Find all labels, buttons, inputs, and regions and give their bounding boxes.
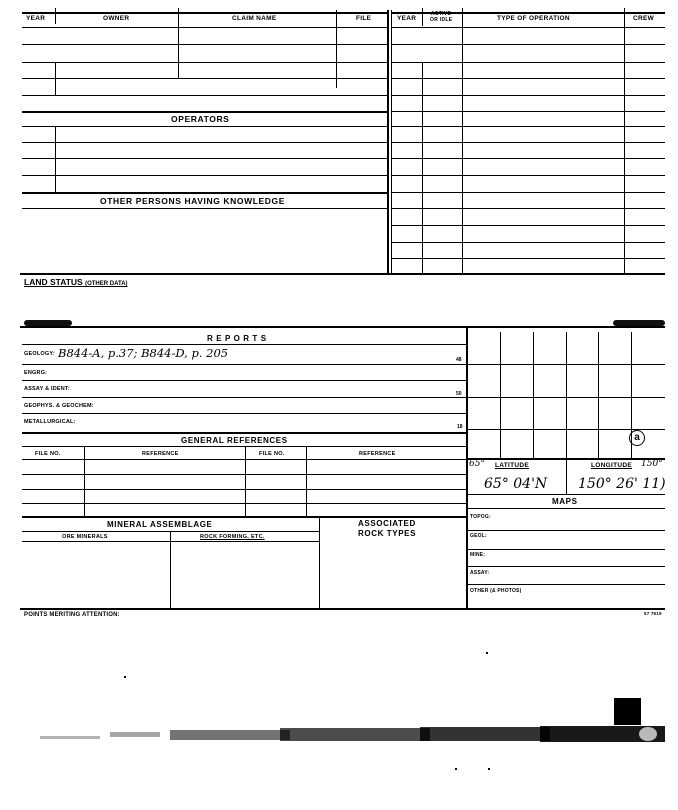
maps-row-rule <box>466 566 665 567</box>
operators-col-divider <box>55 126 56 192</box>
associated-title: ASSOCIATED <box>358 519 416 528</box>
activity-row-rule <box>391 126 665 127</box>
rock-types-title: ROCK TYPES <box>358 529 417 538</box>
reference-col-divider <box>84 446 85 516</box>
operators-row-rule <box>22 142 387 143</box>
reports-header-rule <box>22 344 466 345</box>
associated-col-divider <box>319 516 320 608</box>
activity-year-header: YEAR <box>397 15 417 22</box>
activity-year-divider <box>422 8 423 26</box>
reference-header-2: REFERENCE <box>359 451 396 457</box>
land-status-heading <box>24 277 128 287</box>
top-table-top-rule <box>22 12 387 14</box>
reports-row-rule <box>22 380 466 381</box>
operators-row-rule <box>22 175 387 176</box>
circled-mark: a <box>629 430 645 446</box>
activity-idle-header: OR IDLE <box>430 17 453 23</box>
footer-rule <box>20 608 665 610</box>
reports-title: R E P O R T S <box>207 334 267 343</box>
reference-row-rule <box>22 503 466 504</box>
knowledge-rule <box>22 192 387 194</box>
maps-title: MAPS <box>552 497 578 506</box>
knowledge-title: OTHER PERSONS HAVING KNOWLEDGE <box>100 196 286 206</box>
mineral-subheader-rule <box>22 541 319 542</box>
activity-active-header: ACTIVE <box>431 11 452 17</box>
speck <box>488 768 490 770</box>
activity-row-rule <box>391 95 665 96</box>
activity-row-rule <box>391 142 665 143</box>
activity-row-rule <box>391 242 665 243</box>
geology-label: GEOLOGY: <box>24 351 55 357</box>
activity-row-rule <box>391 111 665 112</box>
scan-noise-band <box>20 720 665 750</box>
mineral-assemblage-rule <box>22 516 466 518</box>
reference-header: REFERENCE <box>142 451 179 457</box>
year-col-divider <box>55 62 56 96</box>
file-header: FILE <box>356 15 372 22</box>
grid-col-line <box>598 332 599 458</box>
geol-label: GEOL: <box>470 533 487 539</box>
activity-left-border <box>387 10 389 274</box>
longitude-label: LONGITUDE <box>591 462 632 469</box>
activity-header-rule <box>391 27 665 28</box>
grid-col-line <box>500 332 501 458</box>
topog-label: TOPOG: <box>470 514 491 520</box>
activity-crew-header: CREW <box>633 15 655 22</box>
reports-top-rule <box>20 326 665 328</box>
other-photos-label: OTHER (& PHOTOS) <box>470 588 522 594</box>
operators-title: OPERATORS <box>171 114 230 124</box>
activity-status-divider <box>462 8 463 274</box>
operators-row-rule <box>22 158 387 159</box>
general-references-header-rule <box>22 446 466 447</box>
longitude-value: 150° 26' 11) <box>578 476 666 492</box>
top-table-header-rule <box>22 27 387 28</box>
maps-row-rule <box>466 530 665 531</box>
reference-col-divider <box>245 446 246 516</box>
file-no-header: FILE NO. <box>35 451 61 457</box>
grid-col-line <box>566 332 567 458</box>
reference-row-rule <box>22 474 466 475</box>
knowledge-row-rule <box>22 208 387 209</box>
operators-rule <box>22 111 387 113</box>
geology-number: 48 <box>456 357 462 363</box>
mine-label: MINE: <box>470 552 486 558</box>
reference-row-rule <box>22 489 466 490</box>
speck <box>455 768 457 770</box>
geology-value: B844-A, p.37; B844-D, p. 205 <box>58 346 229 360</box>
file-no-header-2: FILE NO. <box>259 451 285 457</box>
activity-row-rule <box>391 258 665 259</box>
rock-forming-header: ROCK FORMING, ETC. <box>200 534 265 540</box>
maps-header-rule <box>466 508 665 509</box>
land-status-title: LAND STATUS <box>24 277 83 287</box>
reference-col-divider <box>306 446 307 516</box>
points-meriting-label: POINTS MERITING ATTENTION: <box>24 612 120 618</box>
speck <box>486 652 488 654</box>
reference-row-rule <box>22 459 466 460</box>
metallurgical-number: 18 <box>457 424 463 430</box>
claim-col-divider <box>336 10 337 88</box>
activity-row-rule <box>391 78 665 79</box>
ore-minerals-header: ORE MINERALS <box>62 534 108 540</box>
grid-row-line <box>466 364 665 365</box>
activity-row-rule <box>391 175 665 176</box>
activity-crew-divider <box>624 8 625 274</box>
ore-col-divider <box>170 531 171 608</box>
land-status-subtitle: (OTHER DATA) <box>85 281 128 287</box>
top-section-bottom-rule <box>20 273 665 275</box>
reports-row-rule <box>22 364 466 365</box>
latitude-label: LATITUDE <box>495 462 530 469</box>
activity-row-rule <box>391 62 665 63</box>
assay-label: ASSAY: <box>470 570 490 576</box>
general-references-title: GENERAL REFERENCES <box>181 436 288 445</box>
top-table-row-rule <box>22 44 387 45</box>
general-references-rule <box>22 432 466 434</box>
coordinates-divider <box>566 458 567 494</box>
year-header: YEAR <box>26 15 46 22</box>
activity-type-header: TYPE OF OPERATION <box>497 15 570 22</box>
claim-name-header: CLAIM NAME <box>232 15 277 22</box>
assay-ident-label: ASSAY & IDENT: <box>24 386 70 392</box>
maps-row-rule <box>466 584 665 585</box>
engrg-label: ENGRG: <box>24 370 48 376</box>
activity-row-rule <box>391 208 665 209</box>
reports-row-rule <box>22 413 466 414</box>
owner-header: OWNER <box>103 15 130 22</box>
activity-row-rule <box>391 44 665 45</box>
maps-row-rule <box>466 549 665 550</box>
geophys-label: GEOPHYS. & GEOCHEM: <box>24 403 94 409</box>
reports-row-rule <box>22 397 466 398</box>
year-col-divider <box>55 8 56 24</box>
metallurgical-label: METALLURGICAL: <box>24 419 76 425</box>
top-table-row-rule <box>22 62 387 63</box>
grid-row-line <box>466 397 665 398</box>
operators-row-rule <box>22 126 387 127</box>
latitude-prefix: 65° <box>469 459 485 469</box>
grid-col-line <box>533 332 534 458</box>
longitude-suffix: 150° <box>641 459 663 469</box>
owner-col-divider <box>178 8 179 78</box>
top-table-row-rule <box>22 78 387 79</box>
form-number: 57 7919 <box>644 611 662 616</box>
coordinates-bottom-rule <box>466 494 665 495</box>
latitude-value: 65° 04'N <box>484 476 548 492</box>
activity-row-rule <box>391 192 665 193</box>
assay-number: 50 <box>456 391 462 397</box>
activity-row-rule <box>391 158 665 159</box>
top-table-row-rule <box>22 95 387 96</box>
activity-row-rule <box>391 225 665 226</box>
mineral-assemblage-title: MINERAL ASSEMBLAGE <box>107 520 213 529</box>
speck <box>124 676 126 678</box>
